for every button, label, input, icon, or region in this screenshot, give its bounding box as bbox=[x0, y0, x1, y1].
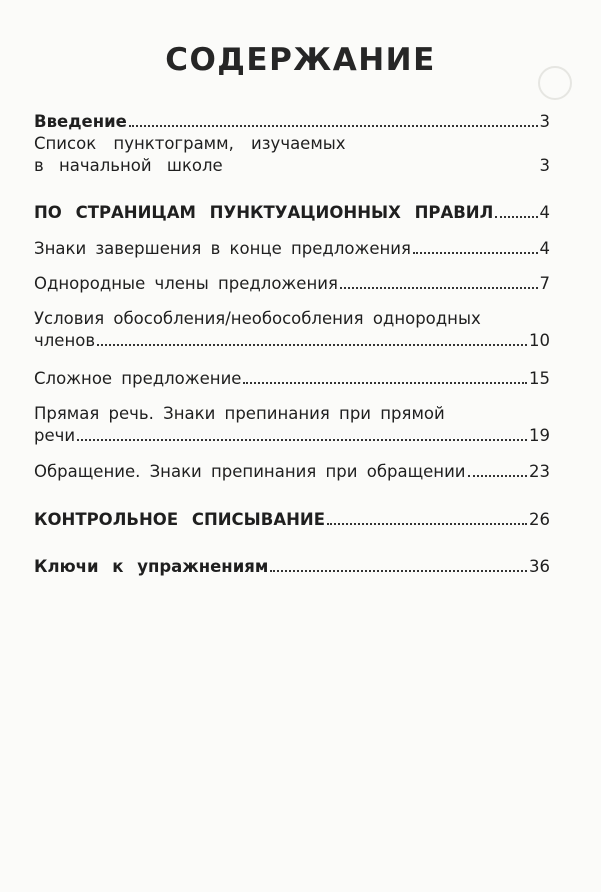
dot-leader bbox=[495, 216, 537, 218]
toc-entry-punctograms bbox=[34, 152, 550, 176]
toc-entry-end-signs bbox=[34, 235, 550, 259]
toc-page-number: 7 bbox=[539, 274, 550, 293]
toc-page-number: 4 bbox=[539, 203, 550, 222]
toc-entry-label: членов bbox=[34, 331, 96, 350]
toc-entry-control-copying bbox=[34, 506, 550, 530]
toc-entry-label: Сложное предложение bbox=[34, 369, 242, 388]
toc-page-number: 3 bbox=[539, 156, 550, 175]
toc-page-number: 23 bbox=[529, 462, 550, 481]
toc-entry-label: Введение bbox=[34, 112, 127, 131]
toc-entry-intro bbox=[34, 108, 550, 132]
dot-leader bbox=[270, 570, 527, 572]
toc-entry-label-line1: Список пунктограмм, изучаемых bbox=[34, 134, 346, 153]
toc-page-number: 10 bbox=[529, 331, 550, 350]
toc-page-number: 26 bbox=[529, 510, 550, 529]
toc-entry-label-line1: Условия обособления/необособления однородных bbox=[34, 309, 481, 328]
toc-entry-direct-speech bbox=[34, 422, 550, 446]
dot-leader bbox=[129, 125, 538, 127]
dot-leader bbox=[97, 344, 527, 346]
toc-page-number: 3 bbox=[539, 112, 550, 131]
toc-entry-label: Ключи к упражнениям bbox=[34, 557, 269, 576]
page-title: СОДЕРЖАНИЕ bbox=[165, 42, 436, 78]
toc-page-number: 36 bbox=[529, 557, 550, 576]
toc-page-number: 15 bbox=[529, 369, 550, 388]
toc-page-number: 19 bbox=[529, 426, 550, 445]
toc-entry-label: речи bbox=[34, 426, 76, 445]
dot-leader bbox=[468, 475, 527, 477]
toc-entry-label: Однородные члены предложения bbox=[34, 274, 338, 293]
toc-entry-homogeneous bbox=[34, 270, 550, 294]
toc-entry-label: в начальной школе bbox=[34, 156, 223, 175]
toc-entry-isolation bbox=[34, 327, 550, 351]
toc-page-number: 4 bbox=[539, 239, 550, 258]
dot-leader bbox=[340, 287, 538, 289]
dot-leader bbox=[327, 523, 527, 525]
toc-entry-address bbox=[34, 458, 550, 482]
toc-entry-label: Обращение. Знаки препинания при обращении bbox=[34, 462, 466, 481]
toc-entry-label: Знаки завершения в конце предложения bbox=[34, 239, 411, 258]
dot-leader bbox=[225, 169, 538, 171]
dot-leader bbox=[77, 439, 527, 441]
toc-entry-section-rules bbox=[34, 199, 550, 223]
toc-entry-label-line1: Прямая речь. Знаки препинания при прямой bbox=[34, 404, 445, 423]
toc-entry-answer-keys bbox=[34, 553, 550, 577]
toc-entry-label: КОНТРОЛЬНОЕ СПИСЫВАНИЕ bbox=[34, 510, 325, 529]
dot-leader bbox=[243, 382, 527, 384]
toc-entry-label: ПО СТРАНИЦАМ ПУНКТУАЦИОННЫХ ПРАВИЛ bbox=[34, 203, 494, 222]
toc-entry-complex-sentence bbox=[34, 365, 550, 389]
dot-leader bbox=[413, 252, 538, 254]
